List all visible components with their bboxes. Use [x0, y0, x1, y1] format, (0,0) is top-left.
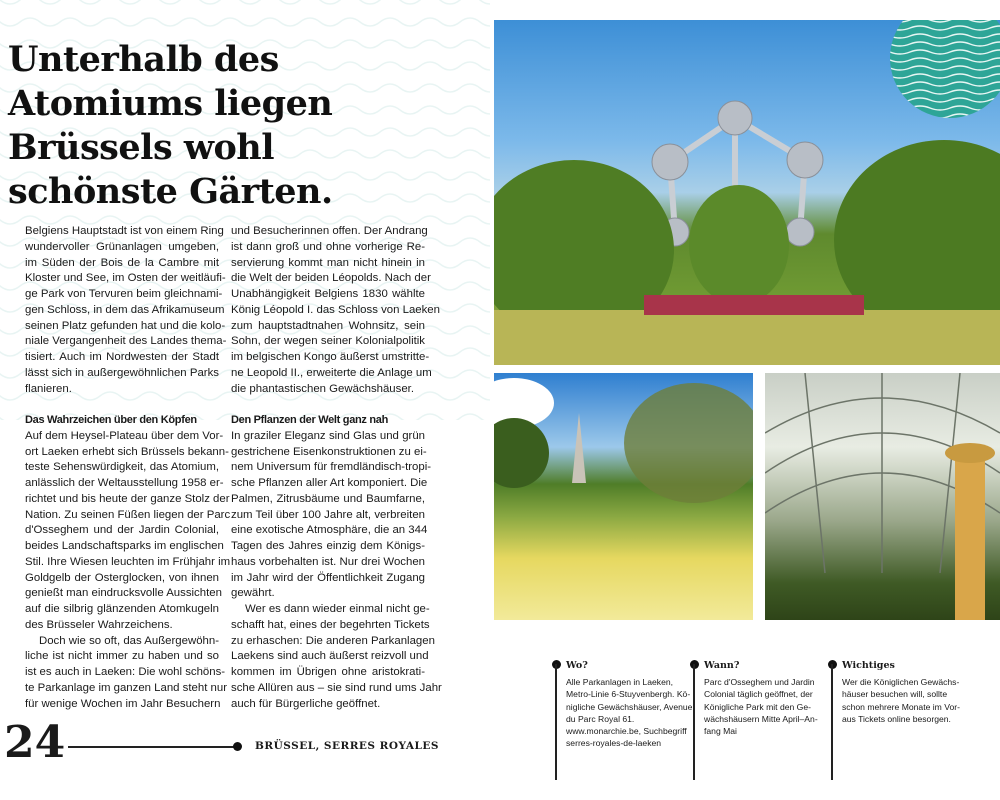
- headline: Unterhalb des Atomiums liegen Brüssels wohl schönste Gärten.: [8, 39, 333, 212]
- text-line: sche Allüren aus – sie sind rund ums Jahr: [231, 681, 442, 694]
- wave-line: [0, 18, 490, 26]
- text-line: für wenige Wochen im Jahr Besuchern: [25, 697, 221, 710]
- text-line: wundervoller Grünanlagen umgeben,: [25, 240, 219, 253]
- text-line: servierung kommt man nicht hinein in: [231, 256, 425, 269]
- text-line: beides Landschaftsparks im englischen: [25, 540, 224, 552]
- info-line: fang Mai: [704, 726, 737, 737]
- text-line: liche ist nicht immer zu haben und so: [25, 650, 219, 663]
- text-line: zum Teil über 100 Jahre alt, verbreiten: [231, 508, 425, 521]
- text-line: Doch wie so oft, das Außergewöhn-: [39, 634, 219, 647]
- text-line: Stil. Ihre Wiesen leuchten im Frühjahr im: [25, 555, 231, 568]
- text-line: gewährt.: [231, 587, 275, 600]
- info-box-important: [842, 660, 972, 725]
- text-line: sche Pflanzen aller Art komponiert. Die: [231, 477, 428, 489]
- text-line: In graziler Eleganz sind Glas und grün: [231, 429, 425, 442]
- footer-rule: [68, 746, 236, 748]
- info-line: häuser besuchen will, sollte: [842, 689, 948, 700]
- text-line: nem Universum für fremdländisch-tropi-: [231, 461, 432, 474]
- text-line: seinen Platz gefunden hat und die kolo-: [25, 319, 226, 332]
- text-line: lässt sich in außergewöhnlichen Parks: [25, 366, 219, 379]
- text-line: haus vorbehalten ist. Nur drei Wochen: [231, 555, 425, 568]
- footer-dot: [233, 742, 242, 751]
- text-line: im belgischen Kongo äußerst umstritte-: [231, 351, 430, 363]
- text-line: flanieren.: [25, 382, 72, 395]
- text-line: Palmen, Zitrusbäume und Baumfarne,: [231, 492, 425, 505]
- text-line: Belgiens Hauptstadt ist von einem Ring: [25, 225, 224, 237]
- text-line: Auf dem Heysel-Plateau über dem Vor-: [25, 429, 224, 442]
- info-title: Wo?: [566, 660, 588, 671]
- info-line: du Parc Royal 61.: [566, 713, 635, 724]
- wave-badge-decoration: [890, 20, 1000, 118]
- info-line: wächshäusern Mitte April–An-: [704, 713, 818, 724]
- text-line: anlässlich der Weltausstellung 1958 er-: [25, 477, 224, 489]
- section-heading: Den Pflanzen der Welt ganz nah: [231, 414, 389, 426]
- text-line: ge Park von Tervuren beim gleichnami-: [25, 288, 223, 300]
- text-line: ist es auch in Laeken: Die wohl schöns-: [25, 666, 226, 678]
- text-line: te Parkanlage im ganzen Land steht nur: [25, 681, 228, 694]
- info-title: Wann?: [704, 660, 740, 671]
- info-line: nigliche Gewächshäuser, Avenue: [566, 701, 693, 712]
- info-line: aus Tickets online besorgen.: [842, 713, 951, 724]
- text-line: zu erhaschen: Die anderen Parkanlagen: [231, 634, 435, 647]
- info-line: serres-royales-de-laeken: [566, 738, 662, 749]
- text-line: ort Laeken erhebt sich Brüssels bekann-: [25, 445, 229, 458]
- text-line: gen Schloss, in dem das Afrikamuseum: [25, 303, 225, 316]
- text-line: eine exotische Atmosphäre, die an 344: [231, 524, 428, 537]
- info-line: Wer die Königlichen Gewächs-: [842, 677, 960, 688]
- article-column-1: [25, 224, 231, 712]
- text-line: d'Osseghem und der Jardin Colonial,: [25, 524, 219, 537]
- text-line: die Welt der beiden Léopolds. Nach der: [231, 272, 431, 285]
- article-column-2: [231, 224, 442, 712]
- text-line: des Brüsseler Wahrzeichens.: [25, 618, 173, 631]
- text-line: Sohn, der wegen seiner Kolonialpolitik: [231, 335, 425, 348]
- text-line: Goldgelb der Osterglocken, von ihnen: [25, 571, 219, 584]
- info-line: Metro-Linie 6-Stuyvenbergh. Kö-: [566, 689, 691, 700]
- text-line: Kloster und See, im Osten der weitläufi-: [25, 272, 226, 285]
- text-line: Nation. Zu seinen Füßen liegen der Parc: [25, 508, 231, 521]
- text-line: Wer es dann wieder einmal nicht ge-: [245, 603, 430, 615]
- text-line: im Jahr wird der Öffentlichkeit Zugang: [231, 571, 425, 584]
- text-line: gestrichene Eisenkonstruktionen zu ei-: [231, 445, 427, 458]
- text-line: zum hauptstadtnahen Wohnsitz, sein: [231, 319, 425, 332]
- text-line: tisiert. Auch im Nordwesten der Stadt: [25, 351, 219, 363]
- info-line: Alle Parkanlagen in Laeken,: [566, 677, 674, 688]
- text-line: ne Leopold II., erweiterte die Anlage um: [231, 366, 432, 379]
- text-line: genießt man eindrucksvolle Aussichten: [25, 587, 222, 600]
- text-line: Laekens sind auch äußerst reizvoll und: [231, 650, 429, 663]
- divider-line: [555, 664, 557, 780]
- info-line: Königliche Park mit den Ge-: [704, 701, 811, 712]
- text-line: die phantastischen Gewächshäuser.: [231, 382, 415, 395]
- section-title: BRÜSSEL, SERRES ROYALES: [255, 740, 439, 752]
- photo-park-daffodils: [494, 373, 753, 620]
- section-heading: Das Wahrzeichen über den Köpfen: [25, 414, 197, 426]
- info-line: Parc d'Osseghem und Jardin: [704, 677, 815, 688]
- wave-line: [0, 0, 490, 4]
- text-line: Unabhängigkeit Belgiens 1830 wählte: [231, 288, 425, 300]
- text-line: im Süden der Bois de la Cambre mit: [25, 256, 219, 269]
- photo-greenhouse-interior: [765, 373, 1000, 620]
- text-line: richtet und bis heute der ganze Stolz der: [25, 492, 230, 505]
- text-line: kommen im Übrigen ohne aristokrati-: [231, 666, 425, 678]
- info-box-where: [566, 660, 696, 749]
- text-line: auch für Bürgerliche geöffnet.: [231, 697, 381, 710]
- info-line: Colonial täglich geöffnet, der: [704, 689, 813, 700]
- wave-line: [0, 216, 490, 224]
- text-line: ist dann groß und ohne vorherige Re-: [231, 240, 425, 253]
- page-number: 24: [4, 717, 66, 768]
- text-line: König Léopold I. das Schloss von Laeken: [231, 303, 440, 316]
- text-line: auf die silbrig glänzenden Atomkugeln: [25, 603, 219, 615]
- text-line: und Besucherinnen offen. Der Andrang: [231, 225, 428, 237]
- text-line: schafft hat, eines der begehrten Tickets: [231, 618, 430, 631]
- text-line: Tagen des Jahres einzig dem Königs-: [231, 540, 425, 552]
- info-line: www.monarchie.be, Suchbegriff: [566, 726, 687, 737]
- info-title: Wichtiges: [842, 660, 895, 671]
- info-line: schon mehrere Monate im Vor-: [842, 701, 960, 712]
- info-box-when: [704, 660, 834, 737]
- text-line: niale Vergangenheit des Landes thema-: [25, 335, 227, 348]
- text-line: teste Sehenswürdigkeit, das Atomium,: [25, 461, 219, 474]
